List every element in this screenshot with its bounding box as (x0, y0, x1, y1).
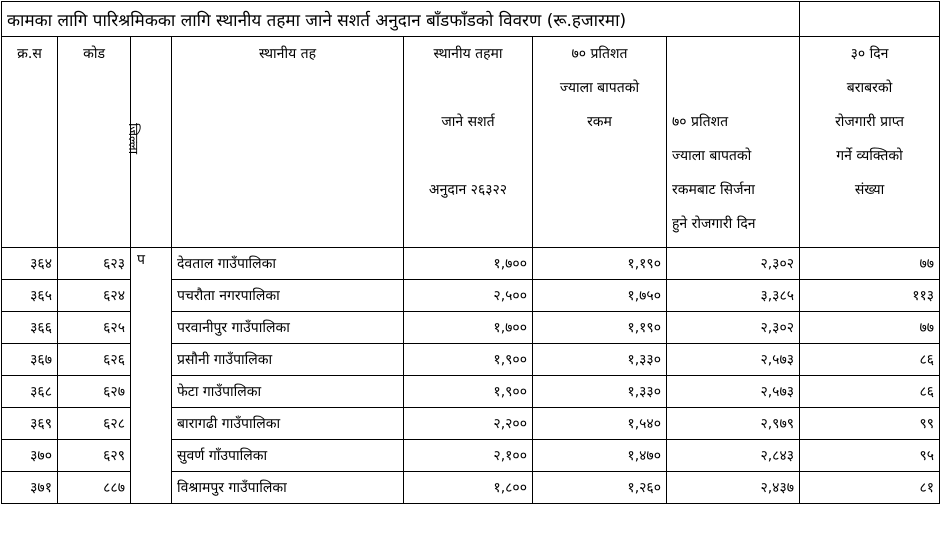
header-local-level: स्थानीय तह (172, 37, 404, 248)
header-wage70-line2: ज्याला बापतको (559, 80, 640, 96)
row-name: सुवर्ण गाँउपालिका (172, 440, 404, 472)
row-sn: ३७१ (2, 472, 58, 504)
row-sn: ३६४ (2, 248, 58, 280)
header-days-spacer1 (672, 37, 794, 71)
row-days: २,३०२ (667, 312, 800, 344)
table-row (2, 248, 940, 280)
row-code: ६२४ (58, 280, 131, 312)
header-persons-line5: संख्या (854, 182, 885, 198)
header-grant (404, 37, 533, 248)
row-wage70: १,७५० (533, 280, 667, 312)
row-code: ८८७ (58, 472, 131, 504)
header-days-line1: ७० प्रतिशत (672, 114, 729, 130)
row-days: ३,३८५ (667, 280, 800, 312)
row-persons: ९९ (800, 408, 940, 440)
row-name: परवानीपुर गाउँपालिका (172, 312, 404, 344)
row-code: ६२६ (58, 344, 131, 376)
district-mark: प (137, 252, 145, 268)
header-wage70 (533, 37, 667, 248)
header-grant-line3: अनुदान २६३२२ (428, 182, 508, 198)
header-days-line3: रकमबाट सिर्जना (672, 182, 755, 198)
row-days: २,९७९ (667, 408, 800, 440)
row-days: २,३०२ (667, 248, 800, 280)
row-persons: ११३ (800, 280, 940, 312)
row-wage70: १,५४० (533, 408, 667, 440)
row-grant: १,९०० (404, 376, 533, 408)
row-days: २,५७३ (667, 344, 800, 376)
row-persons: ७७ (800, 312, 940, 344)
row-wage70: १,२६० (533, 472, 667, 504)
row-code: ६२९ (58, 440, 131, 472)
header-persons-line2: बराबरको (846, 80, 893, 96)
header-persons (800, 37, 940, 248)
row-name: देवताल गाउँपालिका (172, 248, 404, 280)
header-grant-spacer (409, 71, 527, 105)
row-code: ६२८ (58, 408, 131, 440)
header-days (667, 37, 800, 248)
header-district (125, 37, 172, 248)
header-persons-line3: रोजगारी प्राप्त (835, 114, 904, 130)
row-sn: ३६७ (2, 344, 58, 376)
title-blank-cell (800, 2, 940, 37)
row-code: ६२३ (58, 248, 131, 280)
header-wage70-line3: रकम (587, 114, 612, 130)
header-days-line2: ज्याला बापतको (672, 148, 752, 164)
row-grant: १,९०० (404, 344, 533, 376)
district-column (131, 248, 172, 504)
row-persons: ९५ (800, 440, 940, 472)
row-code: ६२७ (58, 376, 131, 408)
row-grant: २,२०० (404, 408, 533, 440)
row-wage70: १,१९० (533, 312, 667, 344)
row-persons: ८६ (800, 344, 940, 376)
header-wage70-line1: ७० प्रतिशत (571, 46, 628, 62)
row-days: २,८४३ (667, 440, 800, 472)
row-name: फेटा गाउँपालिका (172, 376, 404, 408)
row-wage70: १,३३० (533, 376, 667, 408)
header-code: कोड (58, 37, 131, 248)
header-persons-line1: ३० दिन (850, 46, 889, 62)
row-persons: ७७ (800, 248, 940, 280)
row-sn: ३६५ (2, 280, 58, 312)
header-grant-spacer2 (409, 139, 527, 173)
table-title: कामका लागि पारिश्रमिकका लागि स्थानीय तहमा जाने सशर्त अनुदान बाँडफाँडको विवरण (रू.हजारमा) (2, 2, 800, 37)
row-grant: १,७०० (404, 312, 533, 344)
row-sn: ३६९ (2, 408, 58, 440)
title-row (2, 2, 940, 37)
row-persons: ८६ (800, 376, 940, 408)
row-days: २,५७३ (667, 376, 800, 408)
row-grant: १,७०० (404, 248, 533, 280)
header-district-label: जिल्ला (125, 123, 140, 155)
row-name: विश्रामपुर गाउँपालिका (172, 472, 404, 504)
row-sn: ३६८ (2, 376, 58, 408)
row-name: पचरौता नगरपालिका (172, 280, 404, 312)
row-wage70: १,१९० (533, 248, 667, 280)
row-name: प्रसौनी गाउँपालिका (172, 344, 404, 376)
row-days: २,४३७ (667, 472, 800, 504)
header-row (2, 37, 940, 248)
header-grant-line1: स्थानीय तहमा (433, 46, 503, 62)
row-name: बारागढी गाउँपालिका (172, 408, 404, 440)
row-wage70: १,३३० (533, 344, 667, 376)
header-persons-line4: गर्ने व्यक्तिको (836, 148, 903, 164)
header-grant-line2: जाने सशर्त (441, 114, 495, 130)
header-days-line4: हुने रोजगारी दिन (672, 216, 756, 232)
row-code: ६२५ (58, 312, 131, 344)
grant-allocation-table (1, 1, 940, 504)
row-grant: २,५०० (404, 280, 533, 312)
row-grant: २,१०० (404, 440, 533, 472)
header-sn: क्र.स (2, 37, 58, 248)
row-sn: ३७० (2, 440, 58, 472)
row-grant: १,८०० (404, 472, 533, 504)
row-sn: ३६६ (2, 312, 58, 344)
header-days-spacer2 (672, 71, 794, 105)
row-persons: ८१ (800, 472, 940, 504)
row-wage70: १,४७० (533, 440, 667, 472)
